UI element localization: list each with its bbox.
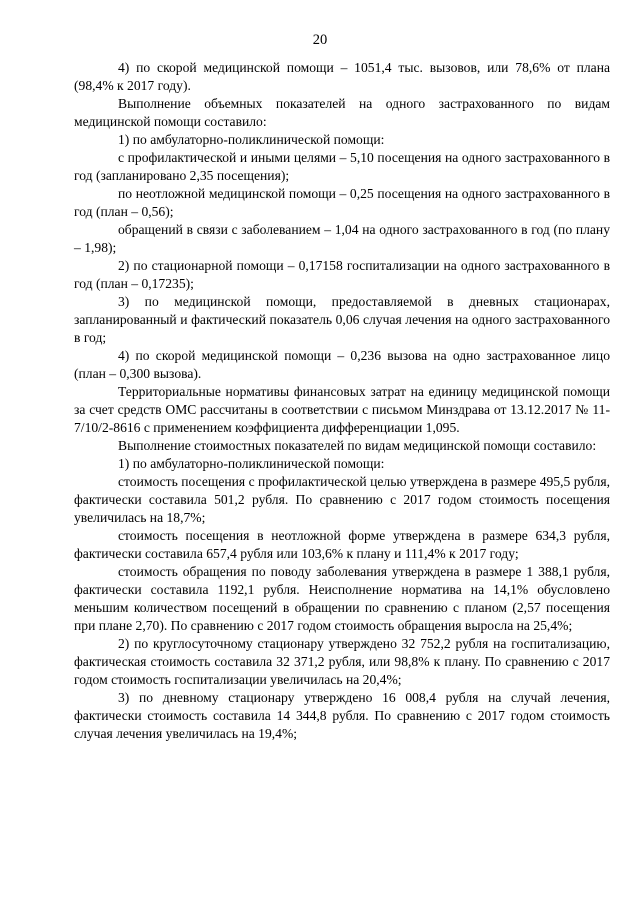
paragraph: 4) по скорой медицинской помощи – 0,236 вызова на одно застрахованное лицо (план – 0,300 вызова). <box>74 348 610 381</box>
paragraph: стоимость посещения в неотложной форме утверждена в размере 634,3 рубля, фактически составила 657,4 рубля или 103,6% к плану и 111,4% к 2017 году; <box>74 528 610 561</box>
paragraph: 1) по амбулаторно-поликлинической помощи: <box>118 456 385 471</box>
paragraph: Выполнение стоимостных показателей по видам медицинской помощи составило: <box>118 438 597 453</box>
paragraph: стоимость обращения по поводу заболевания утверждена в размере 1 388,1 рубля, фактически составила 1192,1 рубля. Неисполнение норматива на 14,1% обусловлено меньшим количеством посещений в обращении по сравнению с планом (2,57 посещения при плане 2,70). По сравнению с 2017 годом стоимость обращения выросла на 25,4%; <box>74 564 610 633</box>
paragraph: 3) по дневному стационару утверждено 16 008,4 рубля на случай лечения, фактически стоимость составила 14 344,8 рубля. По сравнению с 2017 годом стоимость случая лечения увеличилась на 19,4%; <box>74 690 610 741</box>
paragraph: 3) по медицинской помощи, предоставляемой в дневных стационарах, запланированный и фактический показатель 0,06 случая лечения на одного застрахованного в год; <box>74 294 610 345</box>
paragraph: Территориальные нормативы финансовых затрат на единицу медицинской помощи за счет средств ОМС рассчитаны в соответствии с письмом Минздрава от 13.12.2017 № 11-7/10/2-8616 с применением коэффициента дифференциации 1,095. <box>74 384 610 435</box>
paragraph: Выполнение объемных показателей на одного застрахованного по видам медицинской помощи составило: <box>74 96 610 129</box>
paragraph: обращений в связи с заболеванием – 1,04 на одного застрахованного в год (по плану – 1,98); <box>74 222 610 255</box>
paragraph: 4) по скорой медицинской помощи – 1051,4 тыс. вызовов, или 78,6% от плана (98,4% к 2017 году). <box>74 60 610 93</box>
page-number: 20 <box>312 32 328 48</box>
paragraph: стоимость посещения с профилактической целью утверждена в размере 495,5 рубля, фактически составила 501,2 рубля. По сравнению с 2017 годом стоимость посещения увеличилась на 18,7%; <box>74 474 610 525</box>
paragraph: 2) по круглосуточному стационару утверждено 32 752,2 рубля на госпитализацию, фактическая стоимость составила 32 371,2 рубля, или 98,8% к плану. По сравнению с 2017 годом стоимость госпитализации увеличилась на 20,4%; <box>74 636 610 687</box>
document-body <box>74 59 610 743</box>
paragraph: по неотложной медицинской помощи – 0,25 посещения на одного застрахованного в год (план – 0,56); <box>74 186 610 219</box>
paragraph: 1) по амбулаторно-поликлинической помощи: <box>118 132 385 147</box>
paragraph: с профилактической и иными целями – 5,10 посещения на одного застрахованного в год (запланировано 2,35 посещения); <box>74 150 610 183</box>
paragraph: 2) по стационарной помощи – 0,17158 госпитализации на одного застрахованного в год (план – 0,17235); <box>74 258 610 291</box>
